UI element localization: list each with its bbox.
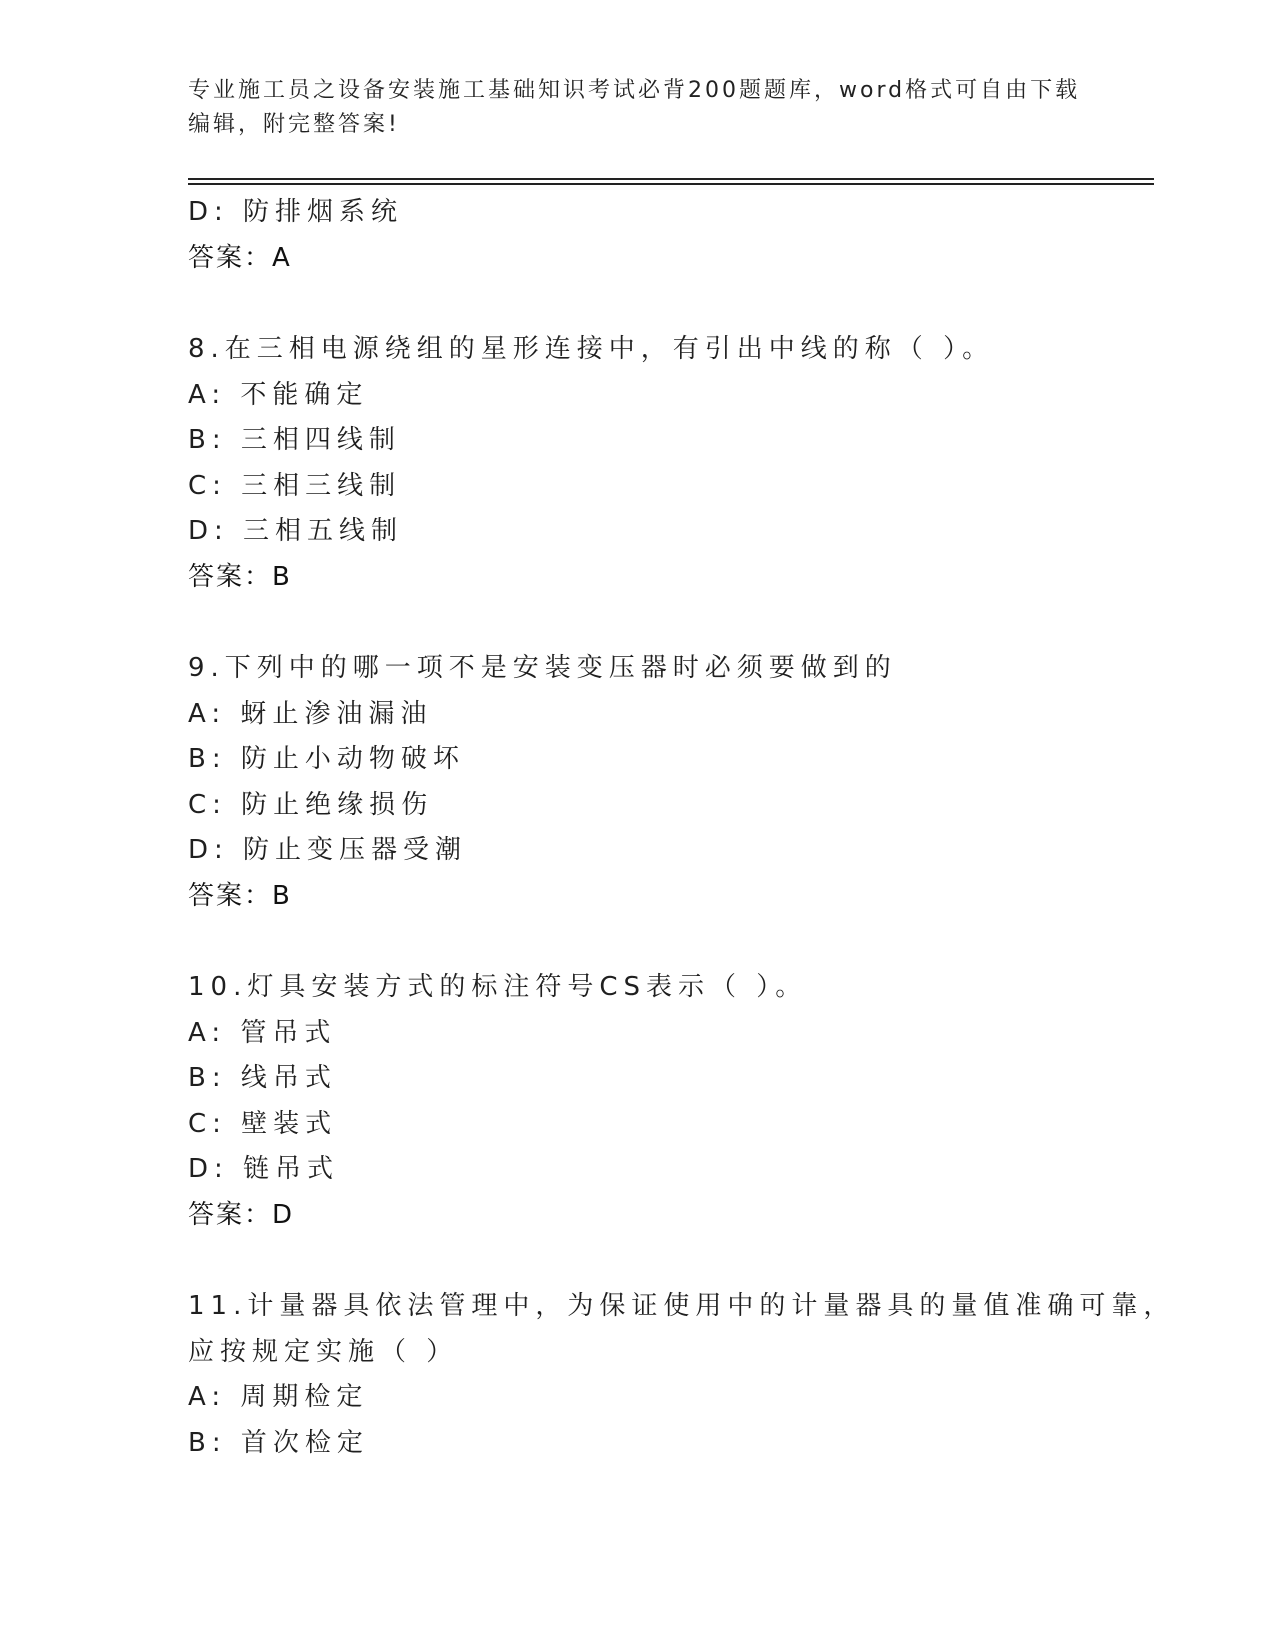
question-stem: 8.在三相电源绕组的星形连接中，有引出中线的称（ ）。 [188, 334, 995, 364]
spacer [188, 919, 1154, 965]
option-line: B: 防止小动物破坏 [188, 744, 465, 774]
option-line: D: 防排烟系统 [188, 197, 404, 227]
option-line: A: 周期检定 [188, 1382, 369, 1412]
question-stem: 10.灯具安装方式的标注符号CS表示（ ）。 [188, 972, 808, 1002]
answer-line: 答案：D [188, 1199, 295, 1230]
option-line: A: 管吊式 [188, 1017, 337, 1048]
header-divider-bottom [188, 183, 1154, 185]
header-line-1: 专业施工员之设备安装施工基础知识考试必背200题题库，word格式可自由下载 [188, 78, 1081, 103]
option-line: C: 三相三线制 [188, 470, 402, 501]
answer-line: 答案：A [188, 242, 292, 273]
question-stem-continued: 应按规定实施（ ） [188, 1336, 459, 1367]
spacer [188, 1238, 1154, 1284]
option-line: B: 线吊式 [188, 1063, 337, 1093]
document-header [188, 74, 1088, 142]
option-line: D: 链吊式 [188, 1154, 340, 1184]
spacer [188, 600, 1154, 646]
option-line: B: 首次检定 [188, 1427, 369, 1458]
option-line: D: 防止变压器受潮 [188, 835, 468, 865]
header-line-2: 编辑，附完整答案! [188, 112, 400, 137]
question-content [188, 190, 1176, 1466]
option-line: D: 三相五线制 [188, 516, 404, 546]
option-line: A: 蚜止渗油漏油 [188, 698, 433, 729]
header-divider-top [188, 178, 1154, 180]
answer-line: 答案：B [188, 561, 292, 592]
option-line: B: 三相四线制 [188, 425, 401, 455]
option-line: C: 壁装式 [188, 1108, 338, 1139]
option-line: C: 防止绝缘损伤 [188, 789, 434, 820]
spacer [188, 281, 1154, 327]
answer-line: 答案：B [188, 880, 292, 911]
option-line: A: 不能确定 [188, 379, 369, 410]
question-stem: 9.下列中的哪一项不是安装变压器时必须要做到的 [188, 653, 897, 683]
question-stem: 11.计量器具依法管理中，为保证使用中的计量器具的量值准确可靠， [188, 1291, 1176, 1321]
